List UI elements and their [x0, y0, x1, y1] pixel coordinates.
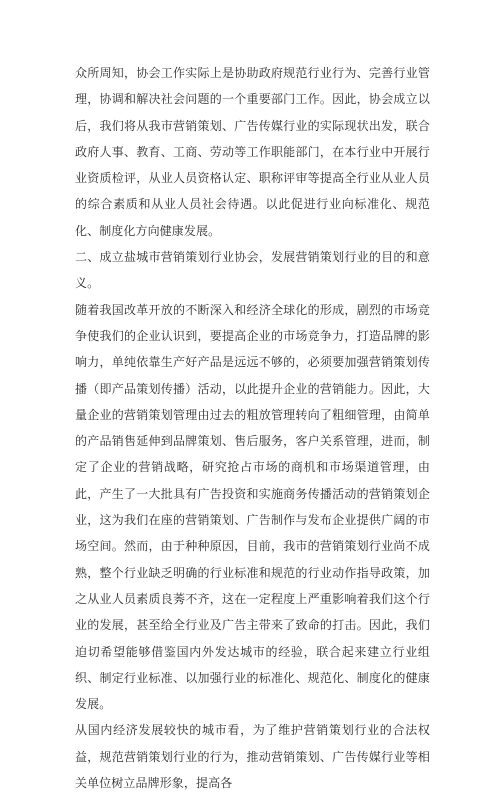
- paragraph-purpose-significance: 随着我国改革开放的不断深入和经济全球化的形成，剧烈的市场竞争使我们的企业认识到，要提高企业的市场竞争力，打造品牌的影响力，单纯依靠生产好产品是远远不够的，必须要加强营销策划传播（即产品策划传播）活动，以此提升企业的营销能力。因此，大量企业的营销策划管理由过去的粗放管理转向了粗细管理，由简单的产品销售延伸到品牌策划、售后服务，客户关系管理，进而，制定了企业的营销战略，研究抢占市场的商机和市场渠道管理，由此，产生了一大批具有广告投资和实施商务传播活动的营销策划企业，这为我们在座的营销策划、广告制作与发布企业提供广阔的市场空间。然而，由于种种原因，目前，我市的营销策划行业尚不成熟，整个行业缺乏明确的行业标准和规范的行业动作指导政策，加之从业人员素质良莠不齐，这在一定程度上严重影响着我们这个行业的发展，甚至给全行业及广告主带来了致命的打击。因此，我们迫切希望能够借鉴国内外发达城市的经验，联合起来建立行业组织、制定行业标准、以加强行业的标准化、规范化、制度化的健康发展。: [75, 302, 430, 712]
- document-body: [75, 60, 430, 796]
- paragraph-domestic-cities: 从国内经济发展较快的城市看，为了维护营销策划行业的合法权益，规范营销策划行业的行为，推动营销策划、广告传媒行业等相关单位树立品牌形象，提高各: [75, 723, 430, 791]
- section-heading: 二、成立盐城市营销策划行业协会，发展营销策划行业的目的和意义。: [75, 250, 430, 291]
- paragraph-association-role: 众所周知，协会工作实际上是协助政府规范行业行为、完善行业管理，协调和解决社会问题的一个重要部门工作。因此，协会成立以后，我们将从我市营销策划、广告传媒行业的实际现状出发，联合政府人事、教育、工商、劳动等工作职能部门，在本行业中开展行业资质检评，从业人员资格认定、职称评审等提高全行业从业人员的综合素质和从业人员社会待遇。以此促进行业向标准化、规范化、制度化方向健康发展。: [75, 66, 430, 238]
